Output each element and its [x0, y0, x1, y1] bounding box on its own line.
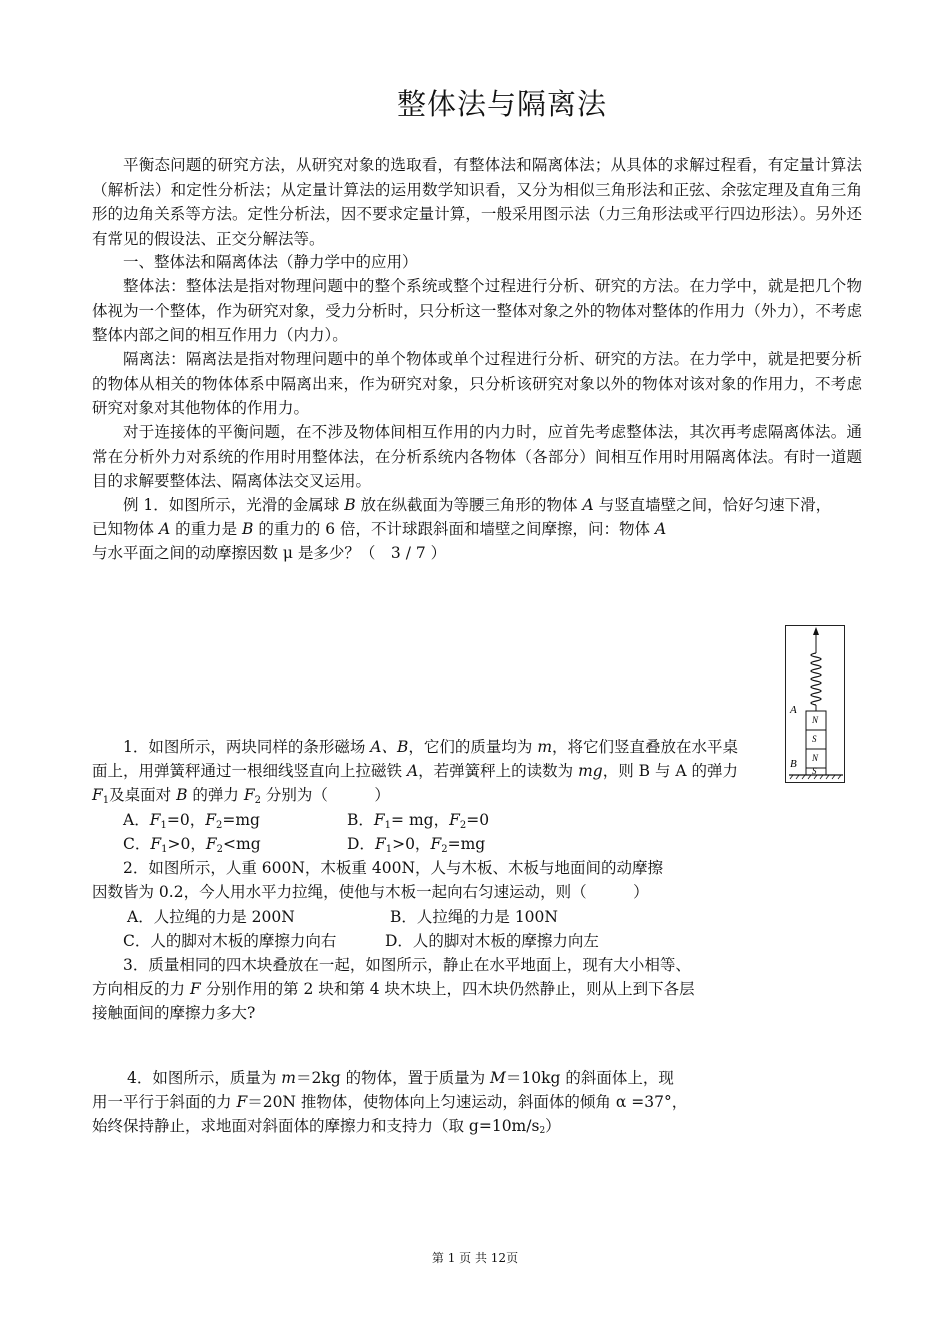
q1-option-b: B．$F_1=$ mg，$F_2=0$ [347, 811, 490, 831]
example-1-line-2: 已知物体 A 的重力是 B 的重力的 6 倍，不计球跟斜面和墙壁之间摩擦，问：物体 A [92, 520, 667, 538]
magnet-a-north: N [812, 715, 819, 725]
whole-method-paragraph: 整体法：整体法是指对物理问题中的整个系统或整个过程进行分析、研究的方法。在力学中，就是把几个物体视为一个整体，作为研究对象，受力分析时，只分析这一整体对象之外的物体对整体的作用力（外力），不考虑整体内部之间的相互作用力（内力）。 [92, 277, 862, 345]
example-1-line-3: 与水平面之间的动摩擦因数 μ 是多少？（ 3 / 7 ） [92, 544, 447, 562]
q2-line-1: 2．如图所示，人重 600N，木板重 400N，人与木板、木板与地面间的动摩擦 [123, 859, 664, 877]
magnet-a-south: S [812, 734, 817, 744]
q2-option-b: B．人拉绳的力是 100N [390, 908, 558, 926]
q4-line-1: 4．如图所示，质量为 m＝2kg 的物体，置于质量为 M＝10kg 的斜面体上，现 [127, 1069, 674, 1087]
section-heading: 一、整体法和隔离体法（静力学中的应用） [123, 253, 418, 271]
figure-label-b: B [790, 758, 797, 770]
q4-line-2: 用一平行于斜面的力 F＝20N 推物体，使物体向上匀速运动，斜面体的倾角 α =37°， [92, 1093, 688, 1111]
magnet-spring-figure [785, 625, 845, 783]
q3-line-2: 方向相反的力 F 分别作用的第 2 块和第 4 块木块上，四木块仍然静止，则从上到下各层 [92, 980, 695, 998]
q1-option-c: C．$F_1>0$，$F_2<mg$ [123, 835, 261, 855]
q1-option-d: D．$F_1>0$，$F_2=mg$ [347, 835, 486, 855]
q4-line-3: 始终保持静止，求地面对斜面体的摩擦力和支持力（取 $g=10m/s_2$） [92, 1117, 561, 1136]
q2-option-a: A．人拉绳的力是 200N [127, 908, 295, 926]
q1-line-1: 1．如图所示，两块同样的条形磁场 A、B，它们的质量均为 m，将它们竖直叠放在水平桌 [123, 738, 739, 756]
q2-line-2: 因数皆为 0.2，今人用水平力拉绳，使他与木板一起向右匀速运动，则（ ） [92, 883, 649, 901]
intro-paragraph: 平衡态问题的研究方法，从研究对象的选取看，有整体法和隔离体法；从具体的求解过程看，有定量计算法（解析法）和定性分析法；从定量计算法的运用数学知识看，又分为相似三角形法和正弦、余弦定理及直角三角形的边角关系等方法。定性分析法，因不要求定量计算，一般采用图示法（力三角形法或平行四边形法）。另外还有常见的假设法、正交分解法等。 [92, 156, 862, 248]
example-1-line-1: 例 1．如图所示，光滑的金属球 B 放在纵截面为等腰三角形的物体 A 与竖直墙壁之间，恰好匀速下滑， [123, 496, 832, 514]
isolate-method-paragraph: 隔离法：隔离法是指对物理问题中的单个物体或单个过程进行分析、研究的方法。在力学中，就是把要分析的物体从相关的物体体系中隔离出来，作为研究对象，只分析该研究对象以外的物体对该对象的作用力，不考虑研究对象对其他物体的作用力。 [92, 350, 862, 418]
connected-body-paragraph: 对于连接体的平衡问题，在不涉及物体间相互作用的内力时，应首先考虑整体法，其次再考虑隔离体法。通常在分析外力对系统的作用时用整体法，在分析系统内各物体（各部分）间相互作用时用隔离体法。有时一道题目的求解要整体法、隔离体法交叉运用。 [92, 423, 862, 491]
figure-label-a: A [790, 704, 797, 716]
q3-line-1: 3．质量相同的四木块叠放在一起，如图所示，静止在水平地面上，现有大小相等、 [123, 956, 691, 974]
q1-option-a: A．$F_1=0$，$F_2=mg$ [123, 811, 260, 831]
q1-line-3: $F_1$及桌面对 B 的弹力 $F_2$ 分别为（ ） [92, 786, 390, 806]
q1-line-2: 面上，用弹簧秤通过一根细线竖直向上拉磁铁 A，若弹簧秤上的读数为 mg，则 B 与 A 的弹力 [92, 762, 738, 780]
page-footer: 第 1 页 共 12页 [431, 1251, 519, 1265]
page-title: 整体法与隔离法 [396, 87, 607, 121]
magnet-b-south: S [812, 766, 817, 776]
q3-line-3: 接触面间的摩擦力多大? [92, 1004, 256, 1022]
q2-option-d: D．人的脚对木板的摩擦力向左 [385, 932, 599, 950]
q2-option-c: C．人的脚对木板的摩擦力向右 [123, 932, 337, 950]
magnet-b-north: N [812, 753, 819, 763]
